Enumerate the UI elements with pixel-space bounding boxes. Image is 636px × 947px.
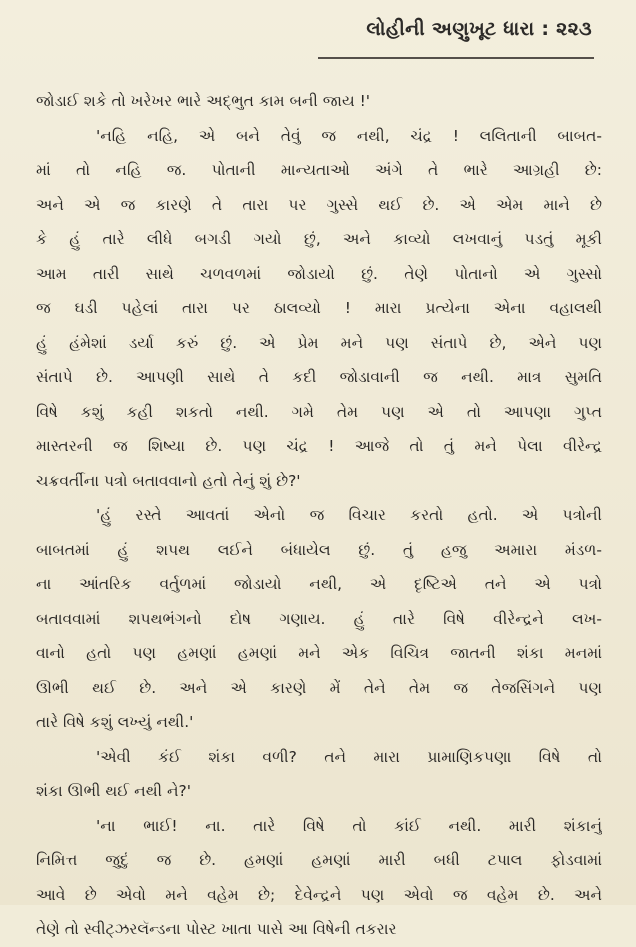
text-line: કે હું તારે લીધે બગડી ગયો છું, અને કાવ્યો લખવાનું પડતું મૂકી <box>36 230 602 248</box>
text-line: 'હું રસ્તે આવતાં એનો જ વિચાર કરતો હતો. એ પત્રોની <box>96 506 602 524</box>
text-line: નિમિત્ત જુદું જ છે. હમણાં હમણાં મારી બધી ટપાલ ફોડવામાં <box>36 851 602 869</box>
paragraph <box>36 84 602 119</box>
paragraph <box>36 809 602 947</box>
text-line: બાબતમાં હું શપથ લઈને બંધાયેલ છું. તું હજુ અમારા મંડળ- <box>36 540 602 559</box>
text-line: 'નહિ નહિ, એ બને તેવું જ નથી, ચંદ્ર ! લલિતાની બાબત- <box>96 126 602 145</box>
body-text <box>36 84 602 947</box>
text-line: વિષે કશું કહી શકતો નથી. ગમે તેમ પણ એ તો આપણા ગુપ્ત <box>36 402 602 421</box>
text-line: આવે છે એવો મને વહેમ છે; દેવેન્દ્રને પણ એવો જ વહેમ છે. અને <box>36 885 602 904</box>
text-line: 'એવી કંઈ શંકા વળી? તને મારા પ્રામાણિકપણા વિષે તો <box>96 747 602 766</box>
text-line: માં તો નહિ જ. પોતાની માન્યતાઓ અંગે તે ભારે આગ્રહી છે: <box>36 161 602 179</box>
paragraph <box>36 119 602 499</box>
text-line: બતાવવામાં શપથભંગનો દોષ ગણાય. હું તારે વિષે વીરેન્દ્રને લખ- <box>36 609 602 628</box>
paragraph <box>36 740 602 809</box>
text-line: તારે વિષે કશું લખ્યું નથી.' <box>36 713 194 731</box>
text-line: ના આંતરિક વર્તુળમાં જોડાયો નથી, એ દૃષ્ટિએ તને એ પત્રો <box>36 575 602 593</box>
text-line: અને એ જ કારણે તે તારા પર ગુસ્સે થઈ છે. એ એમ માને છે <box>36 195 602 214</box>
text-line: 'ના ભાઈ! ના. તારે વિષે તો કાંઈ નથી. મારી શંકાનું <box>96 816 602 835</box>
text-line: જોડાઈ શકે તો ખરેખર ભારે અદ્ભુત કામ બની જાય !' <box>36 92 371 110</box>
text-line: વાનો હતો પણ હમણાં હમણાં મને એક વિચિત્ર જાતની શંકા મનમાં <box>36 644 602 662</box>
text-line: શંકા ઊભી થઈ નથી ને?' <box>36 782 192 800</box>
text-line: ચક્રવર્તીના પત્રો બતાવવાનો હતો તેનું શું છે?' <box>36 471 301 490</box>
text-line: તેણે તો સ્વીટ્ઝરલૅન્ડના પોસ્ટ ખાતા પાસે આ વિષેની તકરાર <box>36 920 397 938</box>
text-line: જ ઘડી પહેલાં તારા પર ઠાલવ્યો ! મારા પ્રત્યેના એના વહાલથી <box>36 299 602 317</box>
header-rule <box>318 57 594 59</box>
text-line: ઊભી થઈ છે. અને એ કારણે મેં તેને તેમ જ તેજસિંગને પણ <box>36 678 602 697</box>
paragraph <box>36 498 602 740</box>
running-header: લોહીની અણુખૂટ ધારા : ૨૨૩ <box>366 18 592 40</box>
text-line: સંતાપે છે. આપણી સાથે તે કદી જોડાવાની જ નથી. માત્ર સુમતિ <box>36 368 602 386</box>
text-line: આમ તારી સાથે ચળવળમાં જોડાયો છું. તેણે પોતાનો એ ગુસ્સો <box>36 264 602 283</box>
text-line: હું હંમેશાં ડર્યા કરું છું. એ પ્રેમ મને પણ સંતાપે છે, એને પણ <box>36 333 602 352</box>
text-line: માસ્તરની જ શિષ્યા છે. પણ ચંદ્ર ! આજે તો તું મને પેલા વીરેન્દ્ર <box>36 437 602 455</box>
